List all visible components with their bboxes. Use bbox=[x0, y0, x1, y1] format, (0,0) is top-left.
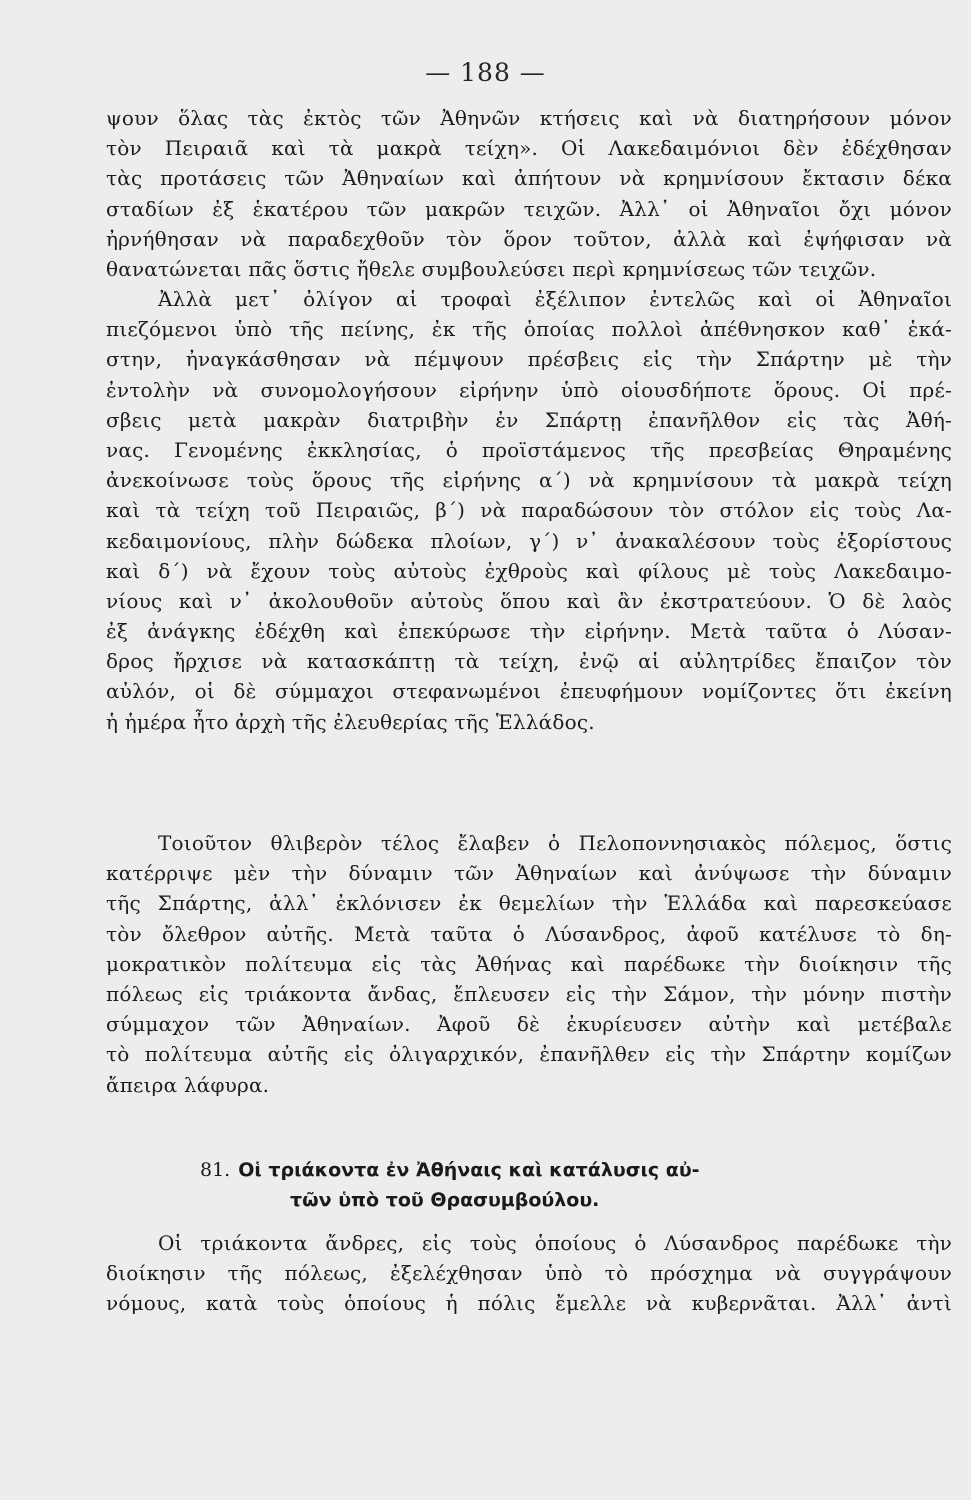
text-line: τὸν ὄλεθρον αὐτῆς. Μετὰ ταῦτα ὁ Λύσανδρος, ἀφοῦ κατέλυσε τὸ δη- bbox=[106, 921, 952, 946]
text-line: νίους καὶ ν᾽ ἀκολουθοῦν αὐτοὺς ὅπου καὶ ἂν ἐκστρατεύουν. Ὁ δὲ λαὸς bbox=[106, 588, 952, 613]
text-line: πόλεως εἰς τριάκοντα ἄνδας, ἔπλευσεν εἰς τὴν Σάμον, τὴν μόνην πιστὴν bbox=[106, 981, 952, 1006]
text-line: νας. Γενομένης ἐκκλησίας, ὁ προϊστάμενος τῆς πρεσβείας Θηραμένης bbox=[106, 437, 952, 462]
text-line: μοκρατικὸν πολίτευμα εἰς τὰς Ἀθήνας καὶ παρέδωκε τὴν διοίκησιν τῆς bbox=[106, 951, 952, 976]
text-line: κατέρριψε μὲν τὴν δύναμιν τῶν Ἀθηναίων καὶ ἀνύψωσε τὴν δύναμιν bbox=[106, 861, 952, 886]
text-line: τὸ πολίτευμα αὐτῆς εἰς ὀλιγαρχικόν, ἐπανῆλθεν εἰς τὴν Σπάρτην κομίζων bbox=[106, 1042, 952, 1067]
section-title-part-2: τῶν ὑπὸ τοῦ Θρασυμβούλου. bbox=[290, 1189, 600, 1211]
text-line: καὶ δ΄) νὰ ἔχουν τοὺς αὐτοὺς ἐχθροὺς καὶ φίλους μὲ τοὺς Λακεδαιμο- bbox=[106, 558, 952, 583]
paragraph-1 bbox=[106, 103, 952, 284]
text-line: κεδαιμονίους, πλὴν δώδεκα πλοίων, γ΄) ν᾽ ἀνακαλέσουν τοὺς ἐξορίστους bbox=[106, 528, 952, 553]
text-line: δρος ἤρχισε νὰ κατασκάπτῃ τὰ τείχη, ἐνῷ αἱ αὐλητρίδες ἔπαιζον τὸν bbox=[106, 649, 952, 674]
section-heading bbox=[200, 1155, 840, 1215]
section-title-part-1: Οἱ τριάκοντα ἐν Ἀθήναις καὶ κατάλυσις αὐ- bbox=[238, 1159, 700, 1181]
section-number: 81. bbox=[200, 1159, 231, 1181]
text-line: θανατώνεται πᾶς ὅστις ἤθελε συμβουλεύσει περὶ κρημνίσεως τῶν τειχῶν. bbox=[106, 256, 877, 281]
paragraph-3 bbox=[106, 828, 952, 1100]
text-line: τῆς Σπάρτης, ἀλλ᾽ ἐκλόνισεν ἐκ θεμελίων τὴν Ἑλλάδα καὶ παρεσκεύασε bbox=[106, 891, 952, 916]
text-line: ἄπειρα λάφυρα. bbox=[106, 1072, 270, 1097]
section-paragraph bbox=[106, 1228, 952, 1319]
text-line: καὶ τὰ τείχη τοῦ Πειραιῶς, β΄) νὰ παραδώσουν τὸν στόλον εἰς τοὺς Λα- bbox=[106, 498, 952, 523]
text-line: Τοιοῦτον θλιβερὸν τέλος ἔλαβεν ὁ Πελοποννησιακὸς πόλεμος, ὅστις bbox=[158, 831, 952, 855]
section-heading-line-1 bbox=[200, 1155, 840, 1185]
text-line: ἠρνήθησαν νὰ παραδεχθοῦν τὸν ὅρον τοῦτον, ἀλλὰ καὶ ἐψήφισαν νὰ bbox=[106, 226, 952, 251]
text-line: ἀνεκοίνωσε τοὺς ὅρους τῆς εἰρήνης α΄) νὰ κρημνίσουν τὰ μακρὰ τείχη bbox=[106, 468, 952, 493]
text-line: πιεζόμενοι ὑπὸ τῆς πείνης, ἐκ τῆς ὁποίας πολλοὶ ἀπέθνησκον καθ᾽ ἑκά- bbox=[106, 317, 952, 342]
text-line: ψουν ὅλας τὰς ἐκτὸς τῶν Ἀθηνῶν κτήσεις καὶ νὰ διατηρήσουν μόνον bbox=[106, 106, 952, 130]
text-line: σύμμαχον τῶν Ἀθηναίων. Ἀφοῦ δὲ ἐκυρίευσεν αὐτὴν καὶ μετέβαλε bbox=[106, 1012, 952, 1037]
text-line: αὐλόν, οἱ δὲ σύμμαχοι στεφανωμένοι ἐπευφήμουν νομίζοντες ὅτι ἐκείνη bbox=[106, 679, 952, 704]
text-line: ἡ ἡμέρα ἦτο ἀρχὴ τῆς ἐλευθερίας τῆς Ἑλλάδος. bbox=[106, 709, 595, 734]
text-line: ἐξ ἀνάγκης ἐδέχθη καὶ ἐπεκύρωσε τὴν εἰρήνην. Μετὰ ταῦτα ὁ Λύσαν- bbox=[106, 619, 952, 644]
text-line: διοίκησιν τῆς πόλεως, ἐξελέχθησαν ὑπὸ τὸ πρόσχημα νὰ συγγράψουν bbox=[106, 1261, 952, 1286]
text-line: Ἀλλὰ μετ᾽ ὀλίγον αἱ τροφαὶ ἐξέλιπον ἐντελῶς καὶ οἱ Ἀθηναῖοι bbox=[158, 287, 952, 311]
text-line: νόμους, κατὰ τοὺς ὁποίους ἡ πόλις ἔμελλε νὰ κυβερνᾶται. Ἀλλ᾽ ἀντὶ bbox=[106, 1291, 952, 1316]
text-line: στην, ἠναγκάσθησαν νὰ πέμψουν πρέσβεις εἰς τὴν Σπάρτην μὲ τὴν bbox=[106, 347, 952, 372]
text-line: σβεις μετὰ μακρὰν διατριβὴν ἐν Σπάρτῃ ἐπανῆλθον εἰς τὰς Ἀθή- bbox=[106, 407, 952, 432]
paragraph-2 bbox=[106, 284, 952, 737]
text-line: ἐντολὴν νὰ συνομολογήσουν εἰρήνην ὑπὸ οἱουσδήποτε ὅρους. Οἱ πρέ- bbox=[106, 377, 952, 402]
text-line: τὸν Πειραιᾶ καὶ τὰ μακρὰ τείχη». Οἱ Λακεδαιμόνιοι δὲν ἐδέχθησαν bbox=[106, 136, 952, 161]
text-line: σταδίων ἐξ ἑκατέρου τῶν μακρῶν τειχῶν. Ἀλλ᾽ οἱ Ἀθηναῖοι ὄχι μόνον bbox=[106, 196, 952, 221]
page-number: — 188 — bbox=[425, 58, 546, 87]
text-line: τὰς προτάσεις τῶν Ἀθηναίων καὶ ἀπήτουν νὰ κρημνίσουν ἔκτασιν δέκα bbox=[106, 166, 952, 191]
text-line: Οἱ τριάκοντα ἄνδρες, εἰς τοὺς ὁποίους ὁ Λύσανδρος παρέδωκε τὴν bbox=[158, 1231, 952, 1255]
